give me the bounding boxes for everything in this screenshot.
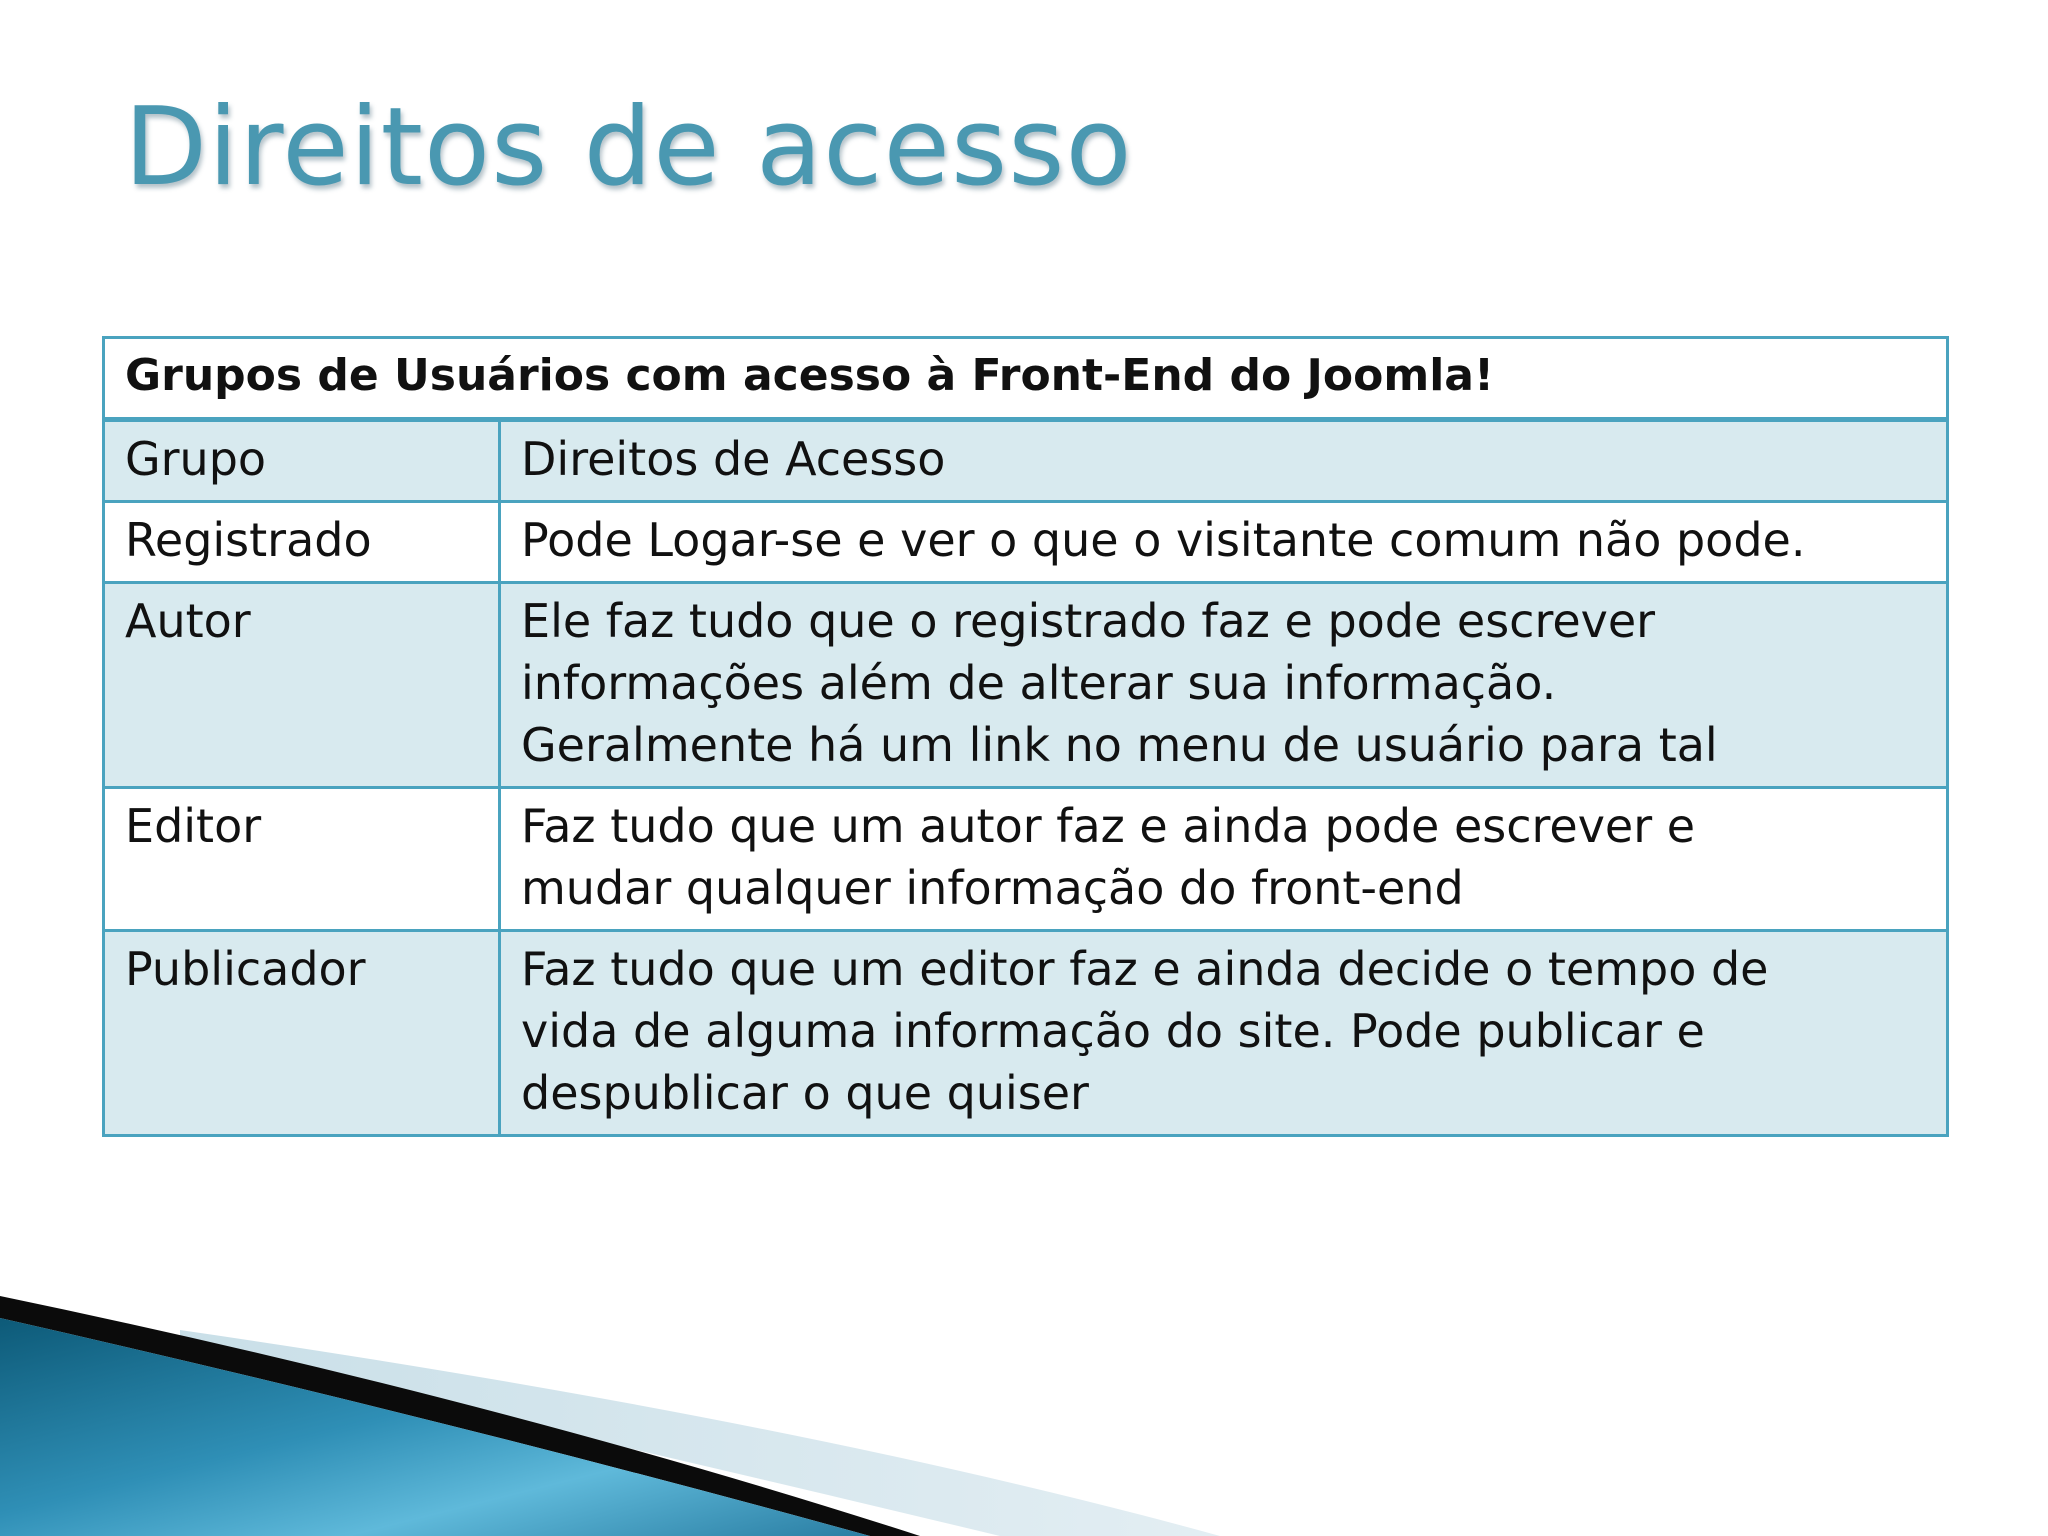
rights-cell: Faz tudo que um editor faz e ainda decide o tempo de vida de alguma informação do site. Pode publicar e despublicar o que quiser: [500, 931, 1948, 1136]
access-rights-table: [102, 336, 1949, 1137]
group-cell: Editor: [104, 788, 500, 931]
rights-cell: Faz tudo que um autor faz e ainda pode escrever e mudar qualquer informação do front-end: [500, 788, 1948, 931]
header-rights: Direitos de Acesso: [500, 420, 1948, 502]
swoosh-pale-band: [180, 1330, 1220, 1536]
group-cell: Autor: [104, 583, 500, 788]
table-header-row: [104, 420, 1948, 502]
table-row: [104, 502, 1948, 583]
group-cell: Publicador: [104, 931, 500, 1136]
table-row: [104, 788, 1948, 931]
rights-cell: Pode Logar-se e ver o que o visitante comum não pode.: [500, 502, 1948, 583]
table-row: [104, 931, 1948, 1136]
table-row: [104, 583, 1948, 788]
table-caption-row: [104, 338, 1948, 420]
swoosh-dark-band: [0, 1296, 920, 1536]
swoosh-blue-band: [0, 1318, 870, 1536]
rights-cell: Ele faz tudo que o registrado faz e pode escrever informações além de alterar sua informação. Geralmente há um link no menu de usuário para tal: [500, 583, 1948, 788]
group-cell: Registrado: [104, 502, 500, 583]
header-group: Grupo: [104, 420, 500, 502]
table-caption: Grupos de Usuários com acesso à Front-End do Joomla!: [104, 338, 1948, 420]
slide-title: Direitos de acesso: [124, 85, 1133, 210]
